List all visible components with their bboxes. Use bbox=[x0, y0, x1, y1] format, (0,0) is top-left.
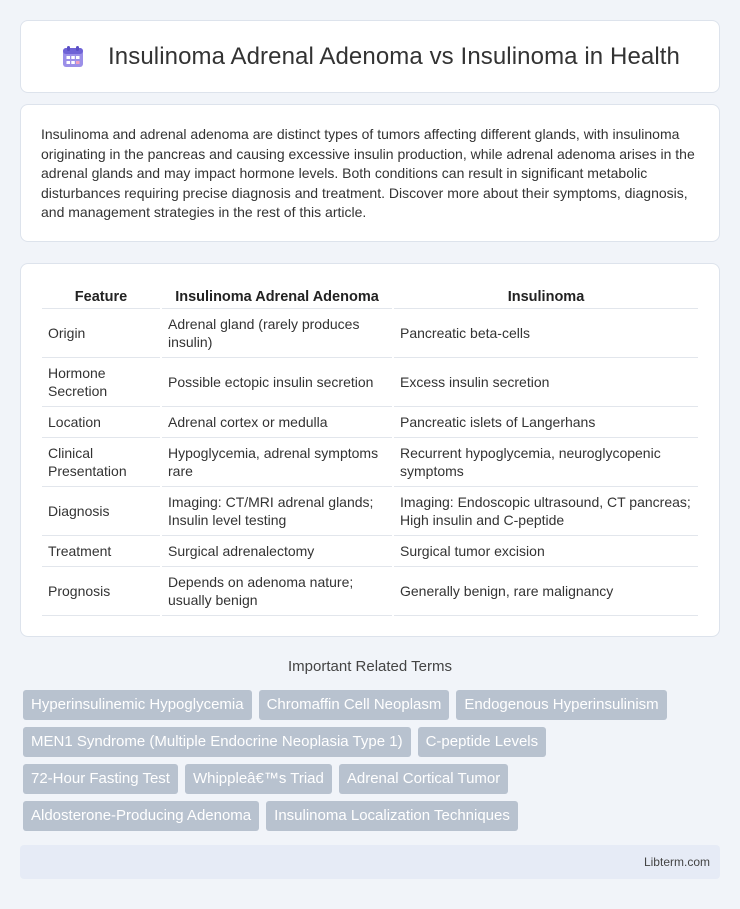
table-header-feature: Feature bbox=[42, 284, 161, 308]
related-term-tag[interactable]: Aldosterone-Producing Adenoma bbox=[23, 801, 259, 831]
calendar-icon bbox=[60, 44, 86, 70]
table-cell: Excess insulin secretion bbox=[393, 357, 698, 406]
table-row bbox=[42, 437, 698, 486]
related-term-tag[interactable]: Insulinoma Localization Techniques bbox=[266, 801, 518, 831]
intro-text: Insulinoma and adrenal adenoma are distinct types of tumors affecting different glands, with insulinoma originating in the pancreas and causing excessive insulin production, while adrenal adenoma arises in the adrenal glands and may impact hormone levels. Both conditions can result in significant metabolic disturbances requiring precise diagnosis and treatment. Discover more about their symptoms, diagnosis, and management strategies in the rest of this article. bbox=[41, 126, 695, 221]
comparison-table bbox=[42, 284, 698, 616]
table-row bbox=[42, 357, 698, 406]
related-terms-list bbox=[23, 690, 723, 838]
related-term-tag[interactable]: Endogenous Hyperinsulinism bbox=[456, 690, 666, 720]
table-cell: Pancreatic islets of Langerhans bbox=[393, 406, 698, 437]
table-cell: Recurrent hypoglycemia, neuroglycopenic symptoms bbox=[393, 437, 698, 486]
table-header-adrenal-adenoma: Insulinoma Adrenal Adenoma bbox=[161, 284, 393, 308]
related-term-tag[interactable]: 72-Hour Fasting Test bbox=[23, 764, 178, 794]
table-cell: Depends on adenoma nature; usually benign bbox=[161, 566, 393, 615]
table-cell: Hypoglycemia, adrenal symptoms rare bbox=[161, 437, 393, 486]
table-cell: Surgical tumor excision bbox=[393, 535, 698, 566]
related-term-tag[interactable]: C-peptide Levels bbox=[418, 727, 547, 757]
related-term-tag[interactable]: Hyperinsulinemic Hypoglycemia bbox=[23, 690, 252, 720]
table-cell: Clinical Presentation bbox=[42, 437, 161, 486]
table-cell: Imaging: Endoscopic ultrasound, CT pancreas; High insulin and C-peptide bbox=[393, 486, 698, 535]
table-row bbox=[42, 308, 698, 357]
table-row bbox=[42, 486, 698, 535]
table-cell: Diagnosis bbox=[42, 486, 161, 535]
related-term-tag[interactable]: Chromaffin Cell Neoplasm bbox=[259, 690, 450, 720]
table-cell: Prognosis bbox=[42, 566, 161, 615]
table-cell: Possible ectopic insulin secretion bbox=[161, 357, 393, 406]
table-row bbox=[42, 406, 698, 437]
related-terms-title: Important Related Terms bbox=[288, 658, 452, 675]
header-card bbox=[20, 20, 720, 93]
table-cell: Adrenal gland (rarely produces insulin) bbox=[161, 308, 393, 357]
table-cell: Adrenal cortex or medulla bbox=[161, 406, 393, 437]
table-cell: Location bbox=[42, 406, 161, 437]
table-cell: Generally benign, rare malignancy bbox=[393, 566, 698, 615]
related-term-tag[interactable]: Adrenal Cortical Tumor bbox=[339, 764, 508, 794]
page-title: Insulinoma Adrenal Adenoma vs Insulinoma in Health bbox=[108, 42, 680, 70]
table-cell: Hormone Secretion bbox=[42, 357, 161, 406]
table-row bbox=[42, 566, 698, 615]
table-cell: Surgical adrenalectomy bbox=[161, 535, 393, 566]
table-header-insulinoma: Insulinoma bbox=[393, 284, 698, 308]
footer bbox=[20, 845, 720, 879]
table-row bbox=[42, 535, 698, 566]
footer-site-link[interactable]: Libterm.com bbox=[643, 855, 710, 869]
comparison-table-card bbox=[20, 263, 720, 637]
intro-card bbox=[20, 104, 720, 242]
table-cell: Treatment bbox=[42, 535, 161, 566]
related-term-tag[interactable]: MEN1 Syndrome (Multiple Endocrine Neoplasia Type 1) bbox=[23, 727, 411, 757]
table-cell: Pancreatic beta-cells bbox=[393, 308, 698, 357]
related-term-tag[interactable]: Whippleâ€™s Triad bbox=[185, 764, 332, 794]
table-cell: Origin bbox=[42, 308, 161, 357]
table-cell: Imaging: CT/MRI adrenal glands; Insulin level testing bbox=[161, 486, 393, 535]
